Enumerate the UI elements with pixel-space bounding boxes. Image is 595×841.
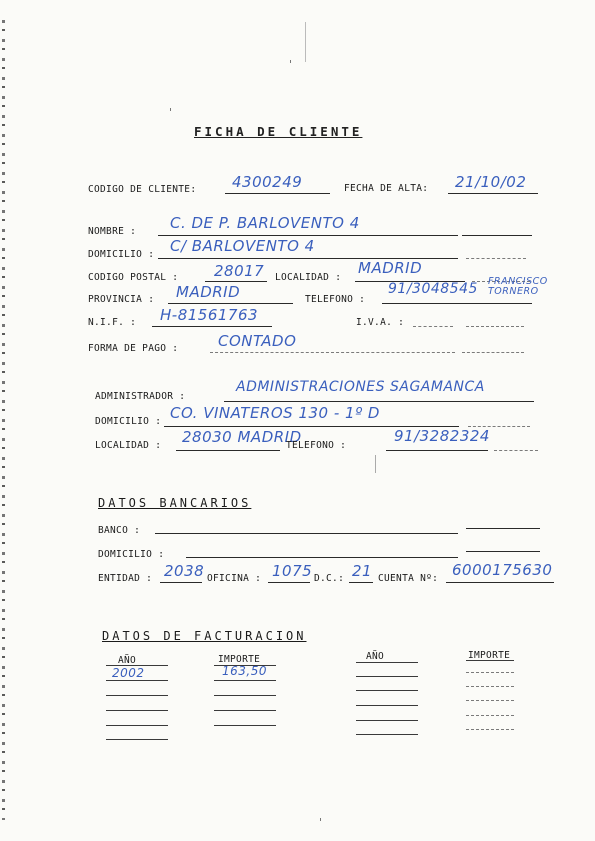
factura-row-1-importe[interactable]: 163,50 xyxy=(222,664,267,678)
localidad-label: LOCALIDAD : xyxy=(275,272,342,283)
factura-row-line[interactable] xyxy=(356,676,418,677)
adm-localidad-line xyxy=(176,450,280,451)
dc-line xyxy=(349,582,373,583)
codigo-postal-line xyxy=(205,281,267,282)
fecha-alta-label: FECHA DE ALTA: xyxy=(344,183,429,194)
provincia-value[interactable]: MADRID xyxy=(176,283,241,301)
adm-telefono-label: TELEFONO : xyxy=(286,440,347,451)
forma-pago-label: FORMA DE PAGO : xyxy=(88,343,179,354)
forma-pago-line xyxy=(210,352,455,353)
iva-label: I.V.A. : xyxy=(356,317,405,328)
factura-row-line[interactable] xyxy=(466,686,514,687)
codigo-cliente-label: CODIGO DE CLIENTE: xyxy=(88,184,197,195)
nif-line xyxy=(152,326,272,327)
fecha-alta-value[interactable]: 21/10/02 xyxy=(455,173,527,191)
factura-row-line[interactable] xyxy=(356,720,418,721)
factura-row-line[interactable] xyxy=(106,739,168,740)
entidad-line xyxy=(160,582,202,583)
banco-line-ext xyxy=(466,528,540,529)
telefono-value[interactable]: 91/3048545 xyxy=(388,281,478,297)
forma-pago-value[interactable]: CONTADO xyxy=(218,332,297,350)
oficina-label: OFICINA : xyxy=(207,573,262,584)
factura-row-1-ano[interactable]: 2002 xyxy=(112,666,145,680)
forma-pago-line-ext xyxy=(462,352,524,353)
entidad-value[interactable]: 2038 xyxy=(164,562,205,580)
nombre-value[interactable]: C. DE P. BARLOVENTO 4 xyxy=(170,214,360,232)
codigo-postal-value[interactable]: 28017 xyxy=(214,262,265,280)
administrador-label: ADMINISTRADOR : xyxy=(95,391,186,402)
scan-mark xyxy=(305,22,306,62)
adm-localidad-value[interactable]: 28030 MADRID xyxy=(182,428,302,446)
col-ano-2-header: AÑO xyxy=(366,651,385,662)
factura-row-line[interactable] xyxy=(214,680,276,681)
oficina-value[interactable]: 1075 xyxy=(272,562,313,580)
factura-row-line[interactable] xyxy=(356,690,418,691)
factura-row-line[interactable] xyxy=(106,710,168,711)
administrador-line xyxy=(224,401,534,402)
factura-row-line[interactable] xyxy=(106,680,168,681)
factura-row-line[interactable] xyxy=(214,710,276,711)
adm-telefono-value[interactable]: 91/3282324 xyxy=(394,427,490,445)
domicilio-value[interactable]: C/ BARLOVENTO 4 xyxy=(170,237,315,255)
facturacion-title: DATOS DE FACTURACION xyxy=(102,629,307,643)
adm-localidad-label: LOCALIDAD : xyxy=(95,440,162,451)
factura-row-line[interactable] xyxy=(466,729,514,730)
adm-telefono-line-ext xyxy=(494,450,538,451)
nif-value[interactable]: H-81561763 xyxy=(160,306,259,324)
oficina-line xyxy=(268,582,310,583)
localidad-value[interactable]: MADRID xyxy=(358,259,423,277)
factura-row-line[interactable] xyxy=(466,672,514,673)
cuenta-line xyxy=(446,582,554,583)
telefono-label: TELEFONO : xyxy=(305,294,366,305)
administrador-value[interactable]: ADMINISTRACIONES SAGAMANCA xyxy=(236,379,485,395)
cuenta-value[interactable]: 6000175630 xyxy=(452,561,553,579)
dc-value[interactable]: 21 xyxy=(352,562,373,580)
scan-mark xyxy=(290,60,291,63)
domicilio-label: DOMICILIO : xyxy=(88,249,155,260)
iva-line-ext xyxy=(466,326,524,327)
adm-domicilio-label: DOMICILIO : xyxy=(95,416,162,427)
nif-label: N.I.F. : xyxy=(88,317,137,328)
bancarios-title: DATOS BANCARIOS xyxy=(98,496,252,510)
banco-label: BANCO : xyxy=(98,525,141,536)
form-title: FICHA DE CLIENTE xyxy=(194,124,363,139)
nombre-label: NOMBRE : xyxy=(88,226,137,237)
col-ano-2-underline xyxy=(356,662,418,663)
cuenta-label: CUENTA Nº: xyxy=(378,573,439,584)
fecha-alta-line xyxy=(448,193,538,194)
factura-row-line[interactable] xyxy=(214,695,276,696)
factura-row-line[interactable] xyxy=(106,695,168,696)
bancarios-domicilio-label: DOMICILIO : xyxy=(98,549,165,560)
banco-line[interactable] xyxy=(155,533,458,534)
telefono-note: FRANCISCO TORNERO xyxy=(488,276,548,297)
scan-mark xyxy=(170,108,171,111)
adm-domicilio-value[interactable]: CO. VINATEROS 130 - 1º D xyxy=(170,404,380,422)
binding-edge xyxy=(2,20,5,820)
dc-label: D.C.: xyxy=(314,573,345,584)
bancarios-domicilio-line[interactable] xyxy=(186,557,458,558)
telefono-line xyxy=(382,303,532,304)
bancarios-domicilio-line-ext xyxy=(466,551,540,552)
codigo-cliente-value[interactable]: 4300249 xyxy=(232,173,303,191)
entidad-label: ENTIDAD : xyxy=(98,573,153,584)
scan-mark xyxy=(320,818,321,821)
domicilio-line-ext xyxy=(466,258,526,259)
factura-row-line[interactable] xyxy=(356,734,418,735)
factura-row-line[interactable] xyxy=(356,705,418,706)
provincia-label: PROVINCIA : xyxy=(88,294,155,305)
iva-line xyxy=(413,326,453,327)
codigo-postal-label: CODIGO POSTAL : xyxy=(88,272,179,283)
factura-row-line[interactable] xyxy=(466,715,514,716)
adm-telefono-line xyxy=(386,450,488,451)
factura-row-line[interactable] xyxy=(214,725,276,726)
col-ano-header: AÑO xyxy=(118,655,137,666)
factura-row-line[interactable] xyxy=(106,725,168,726)
provincia-line xyxy=(168,303,293,304)
nombre-line-ext xyxy=(462,235,532,236)
col-importe-2-header: IMPORTE xyxy=(468,650,511,661)
col-importe-header: IMPORTE xyxy=(218,654,261,665)
nombre-line xyxy=(158,235,458,236)
codigo-cliente-line xyxy=(225,193,330,194)
factura-row-line[interactable] xyxy=(466,700,514,701)
scan-mark xyxy=(375,455,376,473)
col-importe-2-underline xyxy=(466,660,514,661)
